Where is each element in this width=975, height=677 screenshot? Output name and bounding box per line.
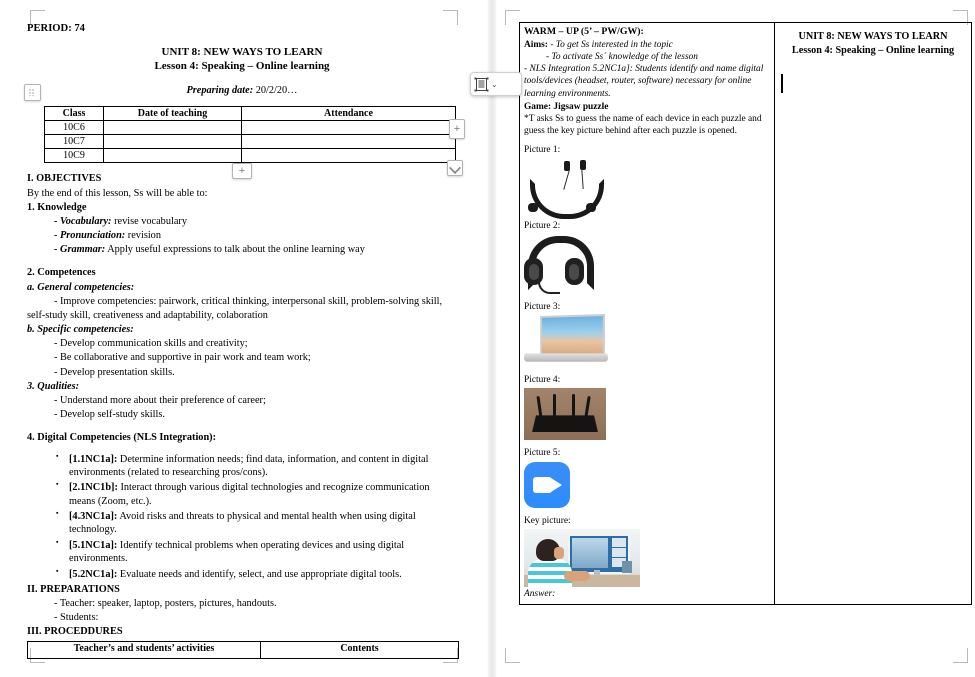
zoom-app-icon-image xyxy=(524,462,770,508)
competences-heading: 2. Competences xyxy=(27,267,96,279)
period-label: PERIOD: 74 xyxy=(27,23,85,34)
table-header-row xyxy=(28,641,459,658)
table-move-handle[interactable] xyxy=(24,84,41,101)
picture-3-label: Picture 3: xyxy=(524,301,561,312)
cell-date[interactable] xyxy=(104,149,242,163)
specific-competencies-heading: b. Specific competencies: xyxy=(27,324,134,336)
qualities-item: - Understand more about their preference of career; xyxy=(54,394,266,406)
online-learning-photo xyxy=(524,529,770,587)
specific-competencies-item: - Develop communication skills and creativity; xyxy=(54,338,248,350)
laptop-image xyxy=(524,315,770,367)
lesson-title: Lesson 4: Speaking – Online learning xyxy=(154,60,330,73)
key-picture-label: Key picture: xyxy=(524,515,571,526)
list-item xyxy=(69,453,457,480)
preparations-heading: II. PREPARATIONS xyxy=(27,583,120,595)
knowledge-item-label: - Grammar: xyxy=(54,244,106,256)
knowledge-heading: 1. Knowledge xyxy=(27,201,87,213)
neckband-earphones-image xyxy=(524,159,770,213)
procedures-table[interactable] xyxy=(27,641,459,659)
cell-contents[interactable] xyxy=(775,23,972,605)
picture-1-label: Picture 1: xyxy=(524,145,561,156)
digital-competencies-list xyxy=(27,453,457,581)
resize-corner-icon xyxy=(449,162,461,174)
specific-competencies-item: - Be collaborative and supportive in pair work and team work; xyxy=(54,352,311,364)
layout-options-popup[interactable] xyxy=(470,72,522,96)
knowledge-item xyxy=(27,215,457,228)
procedures-continued-table[interactable] xyxy=(519,22,972,605)
answer-label: Answer: xyxy=(524,588,556,599)
cell-class[interactable]: 10C9 xyxy=(45,149,104,163)
knowledge-item-label: - Vocabulary: xyxy=(54,215,112,227)
list-item xyxy=(69,510,457,537)
add-column-button[interactable] xyxy=(232,163,252,179)
competency-text: Evaluate needs and identify, select, and use appropriate digital tools. xyxy=(117,568,402,580)
document-page-right[interactable] xyxy=(497,0,975,677)
competency-text: Identify technical problems when operating devices and using digital environments. xyxy=(69,539,405,565)
preparing-date xyxy=(27,84,457,97)
crop-mark-bottom-right xyxy=(953,648,968,663)
knowledge-item-label: - Pronunciation: xyxy=(54,230,126,242)
text-cursor xyxy=(781,74,783,93)
attendance-table[interactable] xyxy=(44,106,456,163)
lesson-plan-body-right[interactable] xyxy=(519,22,953,605)
table-resize-handle[interactable] xyxy=(447,160,463,176)
aims-line xyxy=(524,39,770,51)
table-row[interactable] xyxy=(45,149,456,163)
document-page-left[interactable] xyxy=(0,0,487,677)
cell-date[interactable] xyxy=(104,135,242,149)
page-separator-gap xyxy=(487,0,497,677)
column-header-activities: Teacher’s and students’ activities xyxy=(28,641,261,658)
nls-integration-note: - NLS Integration 5.2NC1a]: Students identify and name digital tools/devices (headset, router, software) necessary for online learning environments. xyxy=(524,64,764,99)
competency-text: Interact through various digital technologies and recognize communication means (Zoom, etc.). xyxy=(69,482,430,507)
digital-competencies-heading: 4. Digital Competencies (NLS Integration): xyxy=(27,432,217,444)
wifi-router-image xyxy=(524,388,770,440)
table-header-row xyxy=(45,107,456,121)
competency-code: [5.1NC1a]: xyxy=(69,539,118,551)
specific-competencies-item: - Develop presentation skills. xyxy=(54,366,175,378)
over-ear-headset-image xyxy=(524,234,770,294)
table-row[interactable] xyxy=(45,121,456,135)
objectives-intro: By the end of this lesson, Ss will be able to: xyxy=(27,187,208,199)
qualities-item: - Develop self-study skills. xyxy=(54,409,165,421)
column-header-attendance: Attendance xyxy=(242,107,456,121)
knowledge-item-text: revise vocabulary xyxy=(111,215,187,227)
table-row[interactable] xyxy=(45,135,456,149)
general-competencies-heading: a. General competencies: xyxy=(27,281,135,293)
knowledge-item xyxy=(27,229,457,242)
picture-2-label: Picture 2: xyxy=(524,220,561,231)
competency-text: Avoid risks and threats to physical and mental health when using digital technology. xyxy=(69,511,416,536)
lesson-plan-body-left[interactable] xyxy=(27,22,457,659)
cell-teacher-student-activities[interactable] xyxy=(520,23,775,605)
list-item xyxy=(69,539,457,566)
procedures-heading: III. PROCEDDURES xyxy=(27,626,123,638)
knowledge-item-text: revision xyxy=(125,230,161,242)
document-title xyxy=(27,45,457,75)
general-competencies-line: self-study skill, creativeness and adaptability, colaboration xyxy=(27,309,268,321)
column-header-class: Class xyxy=(45,107,104,121)
picture-5-label: Picture 5: xyxy=(524,448,561,459)
qualities-heading: 3. Qualities: xyxy=(27,380,80,392)
contents-lesson-title: Lesson 4: Speaking – Online learning xyxy=(791,44,955,56)
aims-item: - To activate Ss´ knowledge of the lesson xyxy=(546,51,698,62)
objectives-heading: I. OBJECTIVES xyxy=(27,173,102,185)
warm-up-heading: WARM – UP (5’ – PW/GW): xyxy=(524,26,644,37)
crop-mark-top-left xyxy=(505,10,520,25)
spacer xyxy=(27,256,457,265)
crop-mark-bottom-left xyxy=(505,648,520,663)
cell-date[interactable] xyxy=(104,121,242,135)
general-competencies-line: - Improve competencies: pairwork, critical thinking, interpersonal skill, problem-solving skill, xyxy=(54,295,443,307)
move-handle-icon xyxy=(29,89,36,96)
picture-4-label: Picture 4: xyxy=(524,375,561,386)
chevron-down-icon[interactable]: ⌄ xyxy=(491,79,498,89)
cell-attendance[interactable] xyxy=(242,149,456,163)
list-item xyxy=(69,481,457,508)
knowledge-item xyxy=(27,243,457,256)
add-row-button[interactable] xyxy=(449,119,465,139)
table-row[interactable] xyxy=(520,23,972,605)
competency-code: [1.1NC1a]: xyxy=(69,453,118,465)
spacer xyxy=(27,421,457,430)
cell-attendance[interactable] xyxy=(242,121,456,135)
layout-options-icon[interactable] xyxy=(474,77,489,92)
contents-unit-title: UNIT 8: NEW WAYS TO LEARN xyxy=(798,31,948,42)
preparing-date-value: 20/2/20… xyxy=(255,85,298,97)
cell-attendance[interactable] xyxy=(242,135,456,149)
cell-class[interactable]: 10C6 xyxy=(45,121,104,135)
game-heading: Game: Jigsaw puzzle xyxy=(524,101,609,112)
preparing-date-label: Preparing date: xyxy=(186,85,254,97)
preparations-item: - Teacher: speaker, laptop, posters, pictures, handouts. xyxy=(54,598,277,610)
competency-code: [2.1NC1b]: xyxy=(69,482,118,494)
column-header-date: Date of teaching xyxy=(104,107,242,121)
competency-text: Determine information needs; find data, information, and content in digital environments (related to researching pros/cons). xyxy=(69,453,429,478)
competency-code: [4.3NC1a]: xyxy=(69,511,118,522)
preparations-item: - Students: xyxy=(54,612,99,624)
plus-icon: + xyxy=(453,122,461,135)
knowledge-item-text: Apply useful expressions to talk about the online learning way xyxy=(105,244,365,256)
list-item xyxy=(69,568,457,581)
aims-label: Aims: xyxy=(524,39,548,50)
column-header-contents: Contents xyxy=(261,641,459,658)
competency-code: [5.2NC1a]: xyxy=(69,568,118,580)
cell-class[interactable]: 10C7 xyxy=(45,135,104,149)
aims-item: - To get Ss interested in the topic xyxy=(550,39,673,50)
unit-title: UNIT 8: NEW WAYS TO LEARN xyxy=(161,45,323,58)
plus-icon: + xyxy=(238,164,246,177)
game-instruction: *T asks Ss to guess the name of each device in each puzzle and guess the key picture behind after each puzzle is opened. xyxy=(524,114,762,137)
